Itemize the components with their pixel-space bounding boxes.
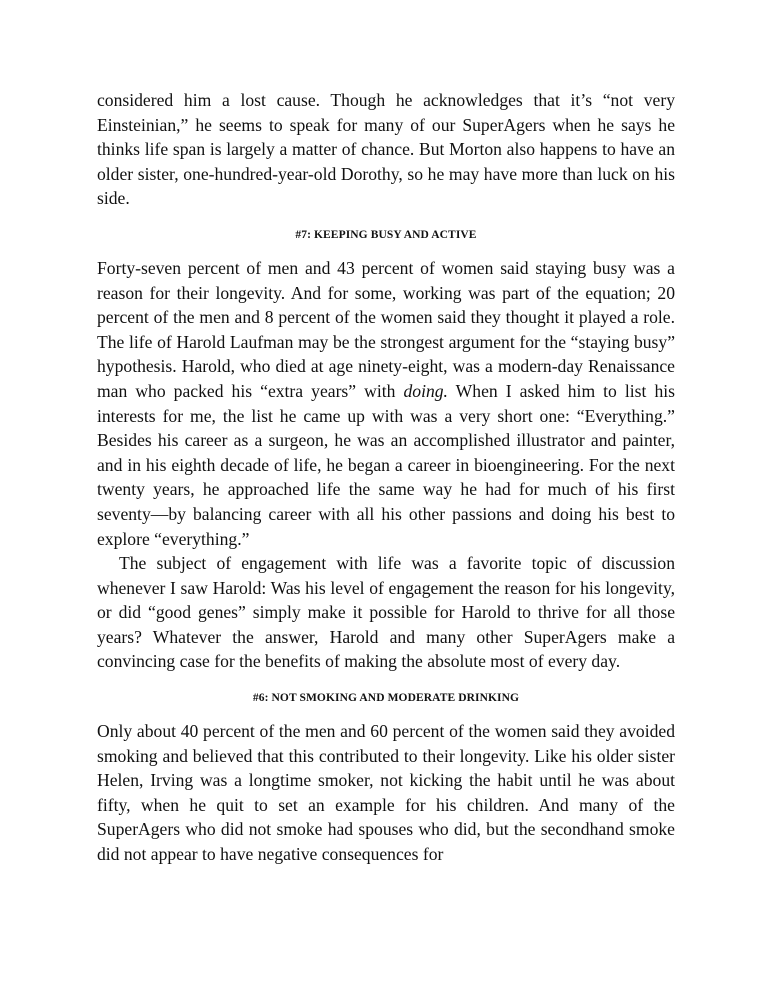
- paragraph-text: When I asked him to list his interests for me, the list he came up with was a very short one: “Everything.” Besides his career as a surgeon, he was an accomplished illustrator and painter, and in his eighth decade of life, he began a career in bioengineering. For the next twenty years, he approached life the same way he had for much of his first seventy—by balancing career with all his other passions and doing his best to explore “everything.”: [97, 380, 675, 549]
- paragraph-staying-busy: [97, 256, 675, 551]
- paragraph-smoking: Only about 40 percent of the men and 60 percent of the women said they avoided smoking and believed that this contributed to their longevity. Like his older sister Helen, Irving was a longtime smoker, not kicking the habit until he was about fifty, when he quit to set an example for his children. And many of the SuperAgers who did not smoke had spouses who did, but the secondhand smoke did not appear to have negative consequences for: [97, 721, 675, 865]
- paragraph-engagement: The subject of engagement with life was a favorite topic of discussion whenever I saw Harold: Was his level of engagement the reason for his longevity, or did “good genes” simply make it possible for Harold to thrive for all those years? Whatever the answer, Harold and many other SuperAgers make a convincing case for the benefits of making the absolute most of every day.: [97, 553, 675, 672]
- paragraph-text: Forty-seven percent of men and 43 percent of women said staying busy was a reason for their longevity. And for some, working was part of the equation; 20 percent of the men and 8 percent of the women said they thought it played a role. The life of Harold Laufman may be the strongest argument for the “staying busy” hypothesis. Harold, who died at age ninety-eight, was a modern-day Renaissance man who packed his “extra years” with: [97, 257, 675, 401]
- section-heading-keeping-busy: #7: KEEPING BUSY AND ACTIVE: [295, 228, 477, 241]
- book-page: [97, 88, 675, 867]
- paragraph-continuation: considered him a lost cause. Though he acknowledges that it’s “not very Einsteinian,” he seems to speak for many of our SuperAgers when he says he thinks life span is largely a matter of chance. But Morton also happens to have an older sister, one-hundred-year-old Dorothy, so he may have more than luck on his side.: [97, 90, 675, 209]
- section-heading-not-smoking: #6: NOT SMOKING AND MODERATE DRINKING: [252, 692, 520, 705]
- emphasized-text: doing.: [403, 380, 448, 401]
